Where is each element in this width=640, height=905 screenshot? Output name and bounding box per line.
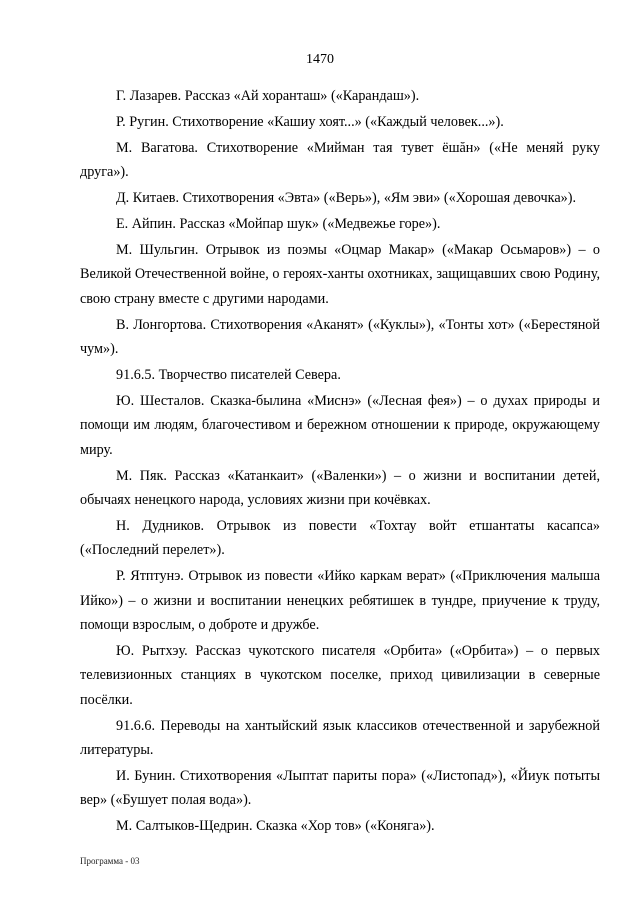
paragraph: М. Салтыков-Щедрин. Сказка «Хор тов» («Коняга»). [116, 818, 435, 835]
paragraph: Ю. Рытхэу. Рассказ чукотского писателя «Орбита» («Орбита») – о первых телевизионных станциях в чукотском поселке, приход цивилизации в северные посёлки. [80, 642, 600, 708]
paragraph: М. Шульгин. Отрывок из поэмы «Оцмар Макар» («Макар Осьмаров») – о Великой Отечественной войне, о героях-ханты охотниках, защищавших свою Родину, свою страну вместе с другими народами. [80, 241, 600, 307]
paragraph: В. Лонгортова. Стихотворения «Аканят» («Куклы»), «Тонты хот» («Берестяной чум»). [80, 316, 600, 358]
document-body [80, 84, 600, 840]
paragraph: И. Бунин. Стихотворения «Лыптат париты пора» («Листопад»), «Йиук потыты вер» («Бушует полая вода»). [80, 767, 600, 809]
page-number: 1470 [306, 52, 334, 67]
section-heading: 91.6.6. Переводы на хантыйский язык классиков отечественной и зарубежной литературы. [80, 717, 600, 759]
paragraph: Г. Лазарев. Рассказ «Ай хоранташ» («Карандаш»). [116, 88, 420, 104]
paragraph: Д. Китаев. Стихотворения «Эвта» («Верь»), «Ям эви» («Хорошая девочка»). [116, 190, 576, 207]
paragraph: Н. Дудников. Отрывок из повести «Тохтау вoйт етшантаты касапса» («Последний перелет»). [80, 517, 600, 559]
paragraph: Ю. Шесталов. Сказка-былина «Миснэ» («Лесная фея») – о духах природы и помощи им людям, благочестивом и бережном отношении к природе, окружающему миру. [80, 392, 600, 458]
paragraph: М. Вагатова. Стихотворение «Мийман тая тувет ёшăн» («Не меняй руку друга»). [80, 139, 600, 181]
paragraph: Е. Айпин. Рассказ «Мойпар шук» («Медвежье горе»). [116, 216, 441, 233]
paragraph: М. Пяк. Рассказ «Катанкаит» («Валенки») – о жизни и воспитании детей, обычаях ненецкого народа, условиях жизни при кочёвках. [80, 467, 600, 508]
footer-label: Программа - 03 [80, 856, 140, 866]
section-heading: 91.6.5. Творчество писателей Севера. [116, 366, 341, 383]
paragraph: Р. Ятптунэ. Отрывок из повести «Ийко каркам верат» («Приключения малыша Ийко») – о жизни и воспитании ненецких ребятишек в тундре, приучение к труду, помощи взрослым, о доброте и дружбе. [80, 568, 600, 634]
paragraph: Р. Ругин. Стихотворение «Кашиу хоят...» («Каждый человек...»). [116, 113, 504, 130]
